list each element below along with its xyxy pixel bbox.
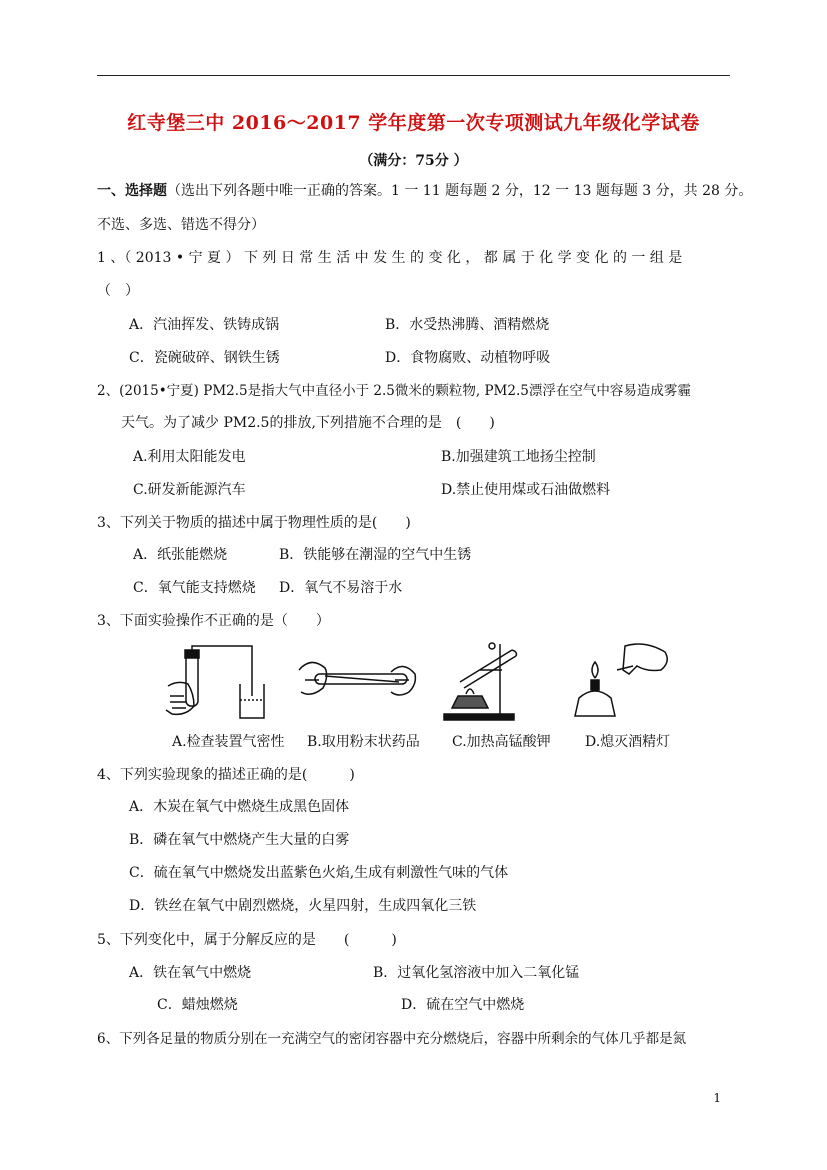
q2-option-c: C.研发新能源汽车 [133,482,246,498]
q6-stem: 6、下列各足量的物质分别在一充满空气的密闭容器中充分燃烧后，容器中所剩余的气体几乎都是氮 [97,1031,687,1047]
q4-option-c: C．硫在氧气中燃烧发出蓝紫色火焰,生成有刺激性气味的气体 [129,865,509,881]
q2-option-d: D.禁止使用煤或石油做燃料 [441,482,611,498]
q3a-option-a: A．纸张能燃烧 [133,547,228,563]
q2-option-b: B.加强建筑工地扬尘控制 [441,449,596,465]
powder-sampling-figure [295,640,420,722]
q4-stem: 4、下列实验现象的描述正确的是( ) [97,767,355,783]
q2-stem: 2、(2015•宁夏) PM2.5是指大气中直径小于 2.5微米的颗粒物, PM2.5漂浮在空气中容易造成雾霾 [97,383,691,399]
section1-instruction: （选出下列各题中唯一正确的答案。1 一 11 题每题 2 分，12 一 13 题每题 3 分，共 28 分。 [167,183,753,199]
q5-stem: 5、下列变化中，属于分解反应的是 ( ) [97,932,397,948]
q1-option-d: D．食物腐败、动植物呼吸 [385,350,551,366]
q5-option-b: B．过氧化氢溶液中加入二氧化锰 [373,965,580,981]
q5-option-c: C．蜡烛燃烧 [157,997,238,1013]
q3a-option-c: C．氧气能支持燃烧 [133,580,256,596]
q1-option-b: B．水受热沸腾、酒精燃烧 [385,317,550,333]
airtightness-check-figure [160,640,270,722]
q4-option-b: B．磷在氧气中燃烧产生大量的白雾 [129,832,350,848]
q4-option-a: A．木炭在氧气中燃烧生成黑色固体 [129,799,350,815]
experiment-figures [150,640,690,722]
q3b-stem: 3、下面实验操作不正确的是（ ） [97,613,330,629]
q4-option-d: D．铁丝在氧气中剧烈燃烧，火星四射，生成四氧化三铁 [129,898,477,914]
extinguish-lamp-figure [565,640,675,722]
q3a-option-b: B．铁能够在潮湿的空气中生锈 [279,547,472,563]
q1-option-c: C．瓷碗破碎、钢铁生锈 [129,350,280,366]
header-rule [97,75,730,76]
q5-option-a: A．铁在氧气中燃烧 [129,965,252,981]
heating-kmno4-figure [440,640,525,722]
full-score: （满分：75分 ） [359,153,468,169]
figure-caption-d: D.熄灭酒精灯 [585,734,671,750]
q5-option-d: D．硫在空气中燃烧 [401,997,525,1013]
section1-instruction-2: 不选、多选、错选不得分） [97,217,265,233]
section1-heading: 一、选择题 [97,183,167,199]
figure-caption-a: A.检查装置气密性 [172,734,285,750]
q1-stem-2: （ ） [97,283,139,299]
exam-title: 红寺堡三中 2016～2017 学年度第一次专项测试九年级化学试卷 [127,112,700,134]
q2-option-a: A.利用太阳能发电 [133,449,246,465]
figure-caption-c: C.加热高锰酸钾 [452,734,551,750]
q3a-stem: 3、下列关于物质的描述中属于物理性质的是( ) [97,515,411,531]
q2-stem-2: 天气。为了减少 PM2.5的排放,下列措施不合理的是 ( ) [121,415,495,431]
q1-option-a: A．汽油挥发、铁铸成锅 [129,317,280,333]
figure-caption-b: B.取用粉末状药品 [307,734,420,750]
q1-stem: 1 、（ 2013 • 宁 夏 ） 下 列 日 常 生 活 中 发 生 的 变 化 ， 都 属 于 化 学 变 化 的 一 组 是 [97,250,683,266]
section1-line1 [97,182,752,200]
q3a-option-d: D．氧气不易溶于水 [279,580,403,596]
page-number: 1 [713,1091,721,1105]
